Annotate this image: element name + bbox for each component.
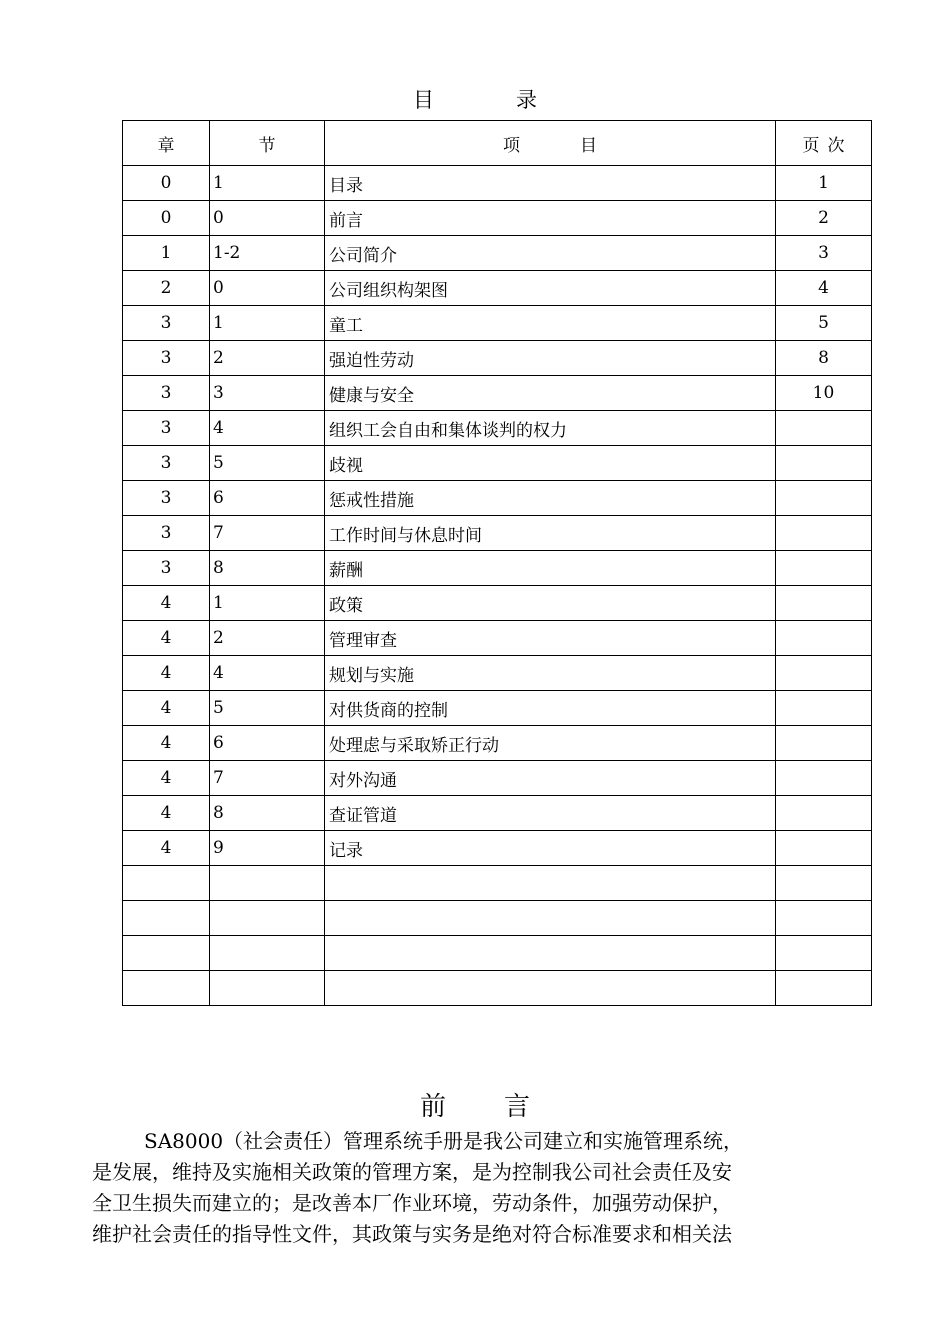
row-item: 薪酬 xyxy=(325,551,776,586)
header-page xyxy=(776,121,872,166)
table-row xyxy=(123,271,872,306)
row-section: 5 xyxy=(210,691,325,726)
row-item: 公司简介 xyxy=(325,236,776,271)
row-page xyxy=(776,831,872,866)
row-section: 7 xyxy=(210,516,325,551)
table-row xyxy=(123,796,872,831)
row-section: 3 xyxy=(210,376,325,411)
preface-title xyxy=(0,1086,950,1123)
row-page xyxy=(776,796,872,831)
row-chapter: 3 xyxy=(123,306,210,341)
row-section: 4 xyxy=(210,656,325,691)
row-chapter: 4 xyxy=(123,796,210,831)
header-page-right: 次 xyxy=(827,135,845,156)
row-chapter: 4 xyxy=(123,761,210,796)
header-item-left: 项 xyxy=(503,135,520,156)
row-item xyxy=(325,936,776,971)
row-page: 8 xyxy=(776,341,872,376)
row-page: 3 xyxy=(776,236,872,271)
table-row xyxy=(123,166,872,201)
row-section: 4 xyxy=(210,411,325,446)
table-row xyxy=(123,586,872,621)
toc-table xyxy=(122,120,872,1006)
row-chapter: 3 xyxy=(123,481,210,516)
row-item: 工作时间与休息时间 xyxy=(325,516,776,551)
table-row xyxy=(123,691,872,726)
row-section xyxy=(210,936,325,971)
preface-line: 维护社会责任的指导性文件，其政策与实务是绝对符合标准要求和相关法 xyxy=(92,1222,732,1246)
row-section: 2 xyxy=(210,621,325,656)
preface-body xyxy=(92,1126,862,1250)
table-row xyxy=(123,446,872,481)
row-item: 政策 xyxy=(325,586,776,621)
table-row xyxy=(123,656,872,691)
row-section: 0 xyxy=(210,201,325,236)
row-item: 管理审查 xyxy=(325,621,776,656)
row-chapter: 4 xyxy=(123,586,210,621)
table-row xyxy=(123,936,872,971)
toc-header-row xyxy=(123,121,872,166)
table-row xyxy=(123,411,872,446)
row-page xyxy=(776,761,872,796)
row-page xyxy=(776,726,872,761)
row-item: 组织工会自由和集体谈判的权力 xyxy=(325,411,776,446)
table-row xyxy=(123,516,872,551)
row-page: 2 xyxy=(776,201,872,236)
toc-title-right: 录 xyxy=(516,88,537,112)
row-item xyxy=(325,866,776,901)
row-item: 对外沟通 xyxy=(325,761,776,796)
row-section: 1 xyxy=(210,306,325,341)
row-section: 8 xyxy=(210,551,325,586)
row-section xyxy=(210,866,325,901)
row-section: 5 xyxy=(210,446,325,481)
row-chapter xyxy=(123,971,210,1006)
row-page: 10 xyxy=(776,376,872,411)
row-section: 1 xyxy=(210,166,325,201)
row-section: 0 xyxy=(210,271,325,306)
table-row xyxy=(123,306,872,341)
row-item xyxy=(325,971,776,1006)
header-chapter: 章 xyxy=(123,121,210,166)
row-page xyxy=(776,621,872,656)
row-page: 5 xyxy=(776,306,872,341)
row-section: 9 xyxy=(210,831,325,866)
table-row xyxy=(123,376,872,411)
table-row xyxy=(123,621,872,656)
row-section: 6 xyxy=(210,481,325,516)
row-item xyxy=(325,901,776,936)
preface-line: 是发展，维持及实施相关政策的管理方案，是为控制我公司社会责任及安 xyxy=(92,1160,732,1184)
row-chapter: 3 xyxy=(123,376,210,411)
row-item: 强迫性劳动 xyxy=(325,341,776,376)
header-item-right: 目 xyxy=(580,135,597,156)
row-item: 惩戒性措施 xyxy=(325,481,776,516)
row-page xyxy=(776,901,872,936)
row-chapter xyxy=(123,901,210,936)
table-row xyxy=(123,726,872,761)
row-chapter: 0 xyxy=(123,166,210,201)
row-chapter: 0 xyxy=(123,201,210,236)
row-item: 规划与实施 xyxy=(325,656,776,691)
preface-line: 全卫生损失而建立的；是改善本厂作业环境，劳动条件，加强劳动保护， xyxy=(92,1191,732,1215)
toc-title xyxy=(0,84,950,114)
row-page: 1 xyxy=(776,166,872,201)
header-item xyxy=(325,121,776,166)
row-item: 童工 xyxy=(325,306,776,341)
row-section: 8 xyxy=(210,796,325,831)
row-page xyxy=(776,866,872,901)
row-chapter: 3 xyxy=(123,516,210,551)
row-page xyxy=(776,411,872,446)
row-chapter: 3 xyxy=(123,341,210,376)
row-item: 公司组织构架图 xyxy=(325,271,776,306)
row-page xyxy=(776,516,872,551)
row-chapter: 3 xyxy=(123,411,210,446)
row-item: 处理虑与采取矫正行动 xyxy=(325,726,776,761)
preface-line: SA8000（社会责任）管理系统手册是我公司建立和实施管理系统， xyxy=(144,1129,744,1153)
row-item: 歧视 xyxy=(325,446,776,481)
row-chapter xyxy=(123,866,210,901)
table-row xyxy=(123,831,872,866)
table-row xyxy=(123,201,872,236)
row-section xyxy=(210,901,325,936)
row-chapter: 1 xyxy=(123,236,210,271)
row-chapter: 3 xyxy=(123,551,210,586)
row-page: 4 xyxy=(776,271,872,306)
row-page xyxy=(776,656,872,691)
row-item: 对供货商的控制 xyxy=(325,691,776,726)
row-chapter: 4 xyxy=(123,831,210,866)
row-section: 7 xyxy=(210,761,325,796)
table-row xyxy=(123,481,872,516)
row-page xyxy=(776,586,872,621)
table-row xyxy=(123,236,872,271)
row-section: 1-2 xyxy=(210,236,325,271)
header-section: 节 xyxy=(210,121,325,166)
row-page xyxy=(776,971,872,1006)
row-item: 健康与安全 xyxy=(325,376,776,411)
row-item: 查证管道 xyxy=(325,796,776,831)
row-page xyxy=(776,936,872,971)
row-section xyxy=(210,971,325,1006)
table-row xyxy=(123,551,872,586)
header-page-left: 页 xyxy=(802,135,820,156)
table-row xyxy=(123,971,872,1006)
table-row xyxy=(123,901,872,936)
row-section: 2 xyxy=(210,341,325,376)
row-page xyxy=(776,446,872,481)
row-item: 记录 xyxy=(325,831,776,866)
row-chapter: 4 xyxy=(123,621,210,656)
row-section: 1 xyxy=(210,586,325,621)
row-chapter: 4 xyxy=(123,656,210,691)
row-section: 6 xyxy=(210,726,325,761)
preface-title-left: 前 xyxy=(419,1092,446,1122)
row-item: 目录 xyxy=(325,166,776,201)
toc-title-left: 目 xyxy=(413,88,434,112)
row-chapter: 4 xyxy=(123,691,210,726)
preface-title-right: 言 xyxy=(504,1092,531,1122)
toc-body xyxy=(123,166,872,1006)
row-chapter: 4 xyxy=(123,726,210,761)
table-row xyxy=(123,341,872,376)
row-page xyxy=(776,481,872,516)
row-page xyxy=(776,551,872,586)
table-row xyxy=(123,866,872,901)
row-chapter: 2 xyxy=(123,271,210,306)
row-page xyxy=(776,691,872,726)
table-row xyxy=(123,761,872,796)
row-chapter: 3 xyxy=(123,446,210,481)
row-chapter xyxy=(123,936,210,971)
row-item: 前言 xyxy=(325,201,776,236)
